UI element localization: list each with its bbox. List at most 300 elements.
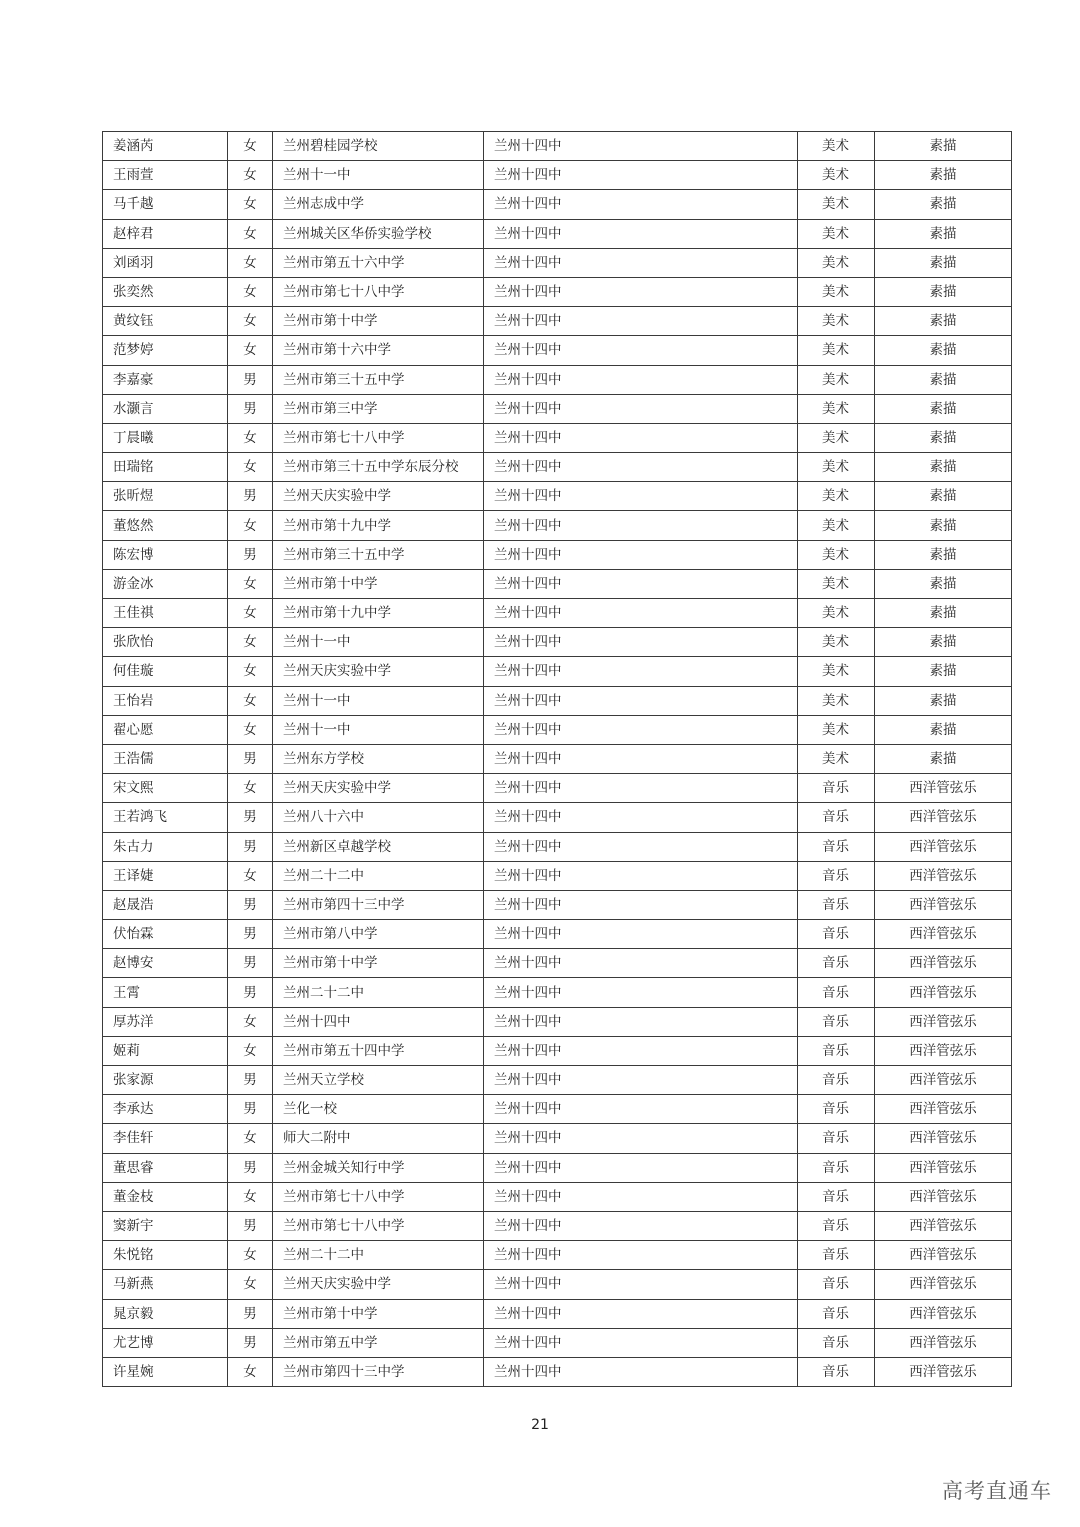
- cell-admitted-school: 兰州十四中: [484, 774, 798, 803]
- cell-name: 赵晟浩: [103, 890, 228, 919]
- cell-admitted-school: 兰州十四中: [484, 307, 798, 336]
- cell-name: 翟心愿: [103, 715, 228, 744]
- cell-name: 晁京毅: [103, 1299, 228, 1328]
- cell-admitted-school: 兰州十四中: [484, 1357, 798, 1386]
- cell-school: 兰州市第十中学: [273, 307, 484, 336]
- cell-gender: 男: [228, 540, 273, 569]
- cell-school: 兰州市第十中学: [273, 569, 484, 598]
- cell-admitted-school: 兰州十四中: [484, 1124, 798, 1153]
- cell-name: 张欣怡: [103, 628, 228, 657]
- cell-major: 西洋管弦乐: [875, 803, 1012, 832]
- cell-subject: 音乐: [798, 890, 875, 919]
- cell-school: 兰州市第三十五中学: [273, 540, 484, 569]
- cell-subject: 美术: [798, 715, 875, 744]
- cell-subject: 美术: [798, 453, 875, 482]
- cell-school: 兰州二十二中: [273, 1241, 484, 1270]
- cell-gender: 女: [228, 1124, 273, 1153]
- cell-subject: 美术: [798, 511, 875, 540]
- cell-gender: 男: [228, 920, 273, 949]
- cell-subject: 美术: [798, 657, 875, 686]
- cell-admitted-school: 兰州十四中: [484, 861, 798, 890]
- cell-gender: 女: [228, 1357, 273, 1386]
- cell-major: 西洋管弦乐: [875, 832, 1012, 861]
- cell-major: 西洋管弦乐: [875, 1124, 1012, 1153]
- cell-subject: 音乐: [798, 949, 875, 978]
- cell-school: 兰州市第五中学: [273, 1328, 484, 1357]
- cell-school: 兰州新区卓越学校: [273, 832, 484, 861]
- table-row: [103, 1036, 1012, 1065]
- table-row: [103, 132, 1012, 161]
- table-row: [103, 219, 1012, 248]
- table-row: [103, 628, 1012, 657]
- table-row: [103, 482, 1012, 511]
- cell-gender: 男: [228, 1328, 273, 1357]
- cell-major: 西洋管弦乐: [875, 1270, 1012, 1299]
- cell-subject: 音乐: [798, 1007, 875, 1036]
- cell-subject: 美术: [798, 540, 875, 569]
- cell-name: 董思睿: [103, 1153, 228, 1182]
- cell-subject: 音乐: [798, 1241, 875, 1270]
- cell-gender: 男: [228, 978, 273, 1007]
- cell-name: 王怡岩: [103, 686, 228, 715]
- cell-name: 范梦婷: [103, 336, 228, 365]
- cell-subject: 音乐: [798, 774, 875, 803]
- cell-admitted-school: 兰州十四中: [484, 1095, 798, 1124]
- cell-admitted-school: 兰州十四中: [484, 744, 798, 773]
- table-row: [103, 190, 1012, 219]
- cell-gender: 男: [228, 1095, 273, 1124]
- table-row: [103, 1124, 1012, 1153]
- cell-subject: 音乐: [798, 1182, 875, 1211]
- cell-name: 黄纹钰: [103, 307, 228, 336]
- table-row: [103, 832, 1012, 861]
- cell-major: 西洋管弦乐: [875, 1299, 1012, 1328]
- cell-gender: 女: [228, 1007, 273, 1036]
- table-row: [103, 1299, 1012, 1328]
- cell-subject: 美术: [798, 277, 875, 306]
- table-row: [103, 978, 1012, 1007]
- cell-admitted-school: 兰州十四中: [484, 365, 798, 394]
- cell-gender: 男: [228, 803, 273, 832]
- cell-subject: 音乐: [798, 1270, 875, 1299]
- cell-name: 张家源: [103, 1066, 228, 1095]
- cell-admitted-school: 兰州十四中: [484, 394, 798, 423]
- cell-admitted-school: 兰州十四中: [484, 920, 798, 949]
- cell-school: 兰化一校: [273, 1095, 484, 1124]
- cell-major: 西洋管弦乐: [875, 949, 1012, 978]
- watermark: 高考直通车: [942, 1479, 1052, 1503]
- cell-school: 兰州市第四十三中学: [273, 1357, 484, 1386]
- table-row: [103, 511, 1012, 540]
- cell-major: 素描: [875, 599, 1012, 628]
- cell-school: 兰州志成中学: [273, 190, 484, 219]
- cell-subject: 音乐: [798, 1211, 875, 1240]
- cell-school: 兰州市第三十五中学东辰分校: [273, 453, 484, 482]
- cell-major: 素描: [875, 190, 1012, 219]
- table-row: [103, 1270, 1012, 1299]
- table-row: [103, 277, 1012, 306]
- cell-major: 素描: [875, 540, 1012, 569]
- cell-gender: 女: [228, 628, 273, 657]
- table-row: [103, 1007, 1012, 1036]
- cell-major: 西洋管弦乐: [875, 1241, 1012, 1270]
- cell-name: 田瑞铭: [103, 453, 228, 482]
- cell-name: 姬莉: [103, 1036, 228, 1065]
- cell-gender: 女: [228, 423, 273, 452]
- cell-school: 兰州金城关知行中学: [273, 1153, 484, 1182]
- cell-name: 水灏言: [103, 394, 228, 423]
- cell-school: 兰州天庆实验中学: [273, 657, 484, 686]
- cell-major: 素描: [875, 657, 1012, 686]
- cell-major: 素描: [875, 307, 1012, 336]
- cell-name: 何佳璇: [103, 657, 228, 686]
- cell-name: 王译婕: [103, 861, 228, 890]
- table-row: [103, 1066, 1012, 1095]
- cell-name: 朱悦铭: [103, 1241, 228, 1270]
- cell-subject: 音乐: [798, 861, 875, 890]
- cell-major: 西洋管弦乐: [875, 1328, 1012, 1357]
- cell-admitted-school: 兰州十四中: [484, 1241, 798, 1270]
- cell-subject: 音乐: [798, 803, 875, 832]
- cell-name: 伏怡霖: [103, 920, 228, 949]
- cell-major: 西洋管弦乐: [875, 1211, 1012, 1240]
- cell-school: 兰州城关区华侨实验学校: [273, 219, 484, 248]
- cell-school: 兰州碧桂园学校: [273, 132, 484, 161]
- cell-admitted-school: 兰州十四中: [484, 978, 798, 1007]
- cell-school: 兰州市第七十八中学: [273, 277, 484, 306]
- cell-subject: 音乐: [798, 1124, 875, 1153]
- cell-gender: 男: [228, 1211, 273, 1240]
- cell-admitted-school: 兰州十四中: [484, 453, 798, 482]
- cell-school: 兰州十一中: [273, 686, 484, 715]
- cell-gender: 女: [228, 715, 273, 744]
- page-number: 21: [531, 1417, 549, 1433]
- table-row: [103, 599, 1012, 628]
- cell-major: 素描: [875, 511, 1012, 540]
- cell-admitted-school: 兰州十四中: [484, 511, 798, 540]
- cell-gender: 女: [228, 686, 273, 715]
- cell-subject: 美术: [798, 190, 875, 219]
- cell-name: 朱古力: [103, 832, 228, 861]
- cell-major: 西洋管弦乐: [875, 1153, 1012, 1182]
- cell-school: 兰州八十六中: [273, 803, 484, 832]
- cell-gender: 女: [228, 599, 273, 628]
- cell-admitted-school: 兰州十四中: [484, 686, 798, 715]
- cell-subject: 音乐: [798, 832, 875, 861]
- cell-gender: 女: [228, 336, 273, 365]
- cell-gender: 女: [228, 861, 273, 890]
- cell-name: 赵梓君: [103, 219, 228, 248]
- cell-gender: 女: [228, 1270, 273, 1299]
- cell-name: 李承达: [103, 1095, 228, 1124]
- table-row: [103, 744, 1012, 773]
- table-row: [103, 1357, 1012, 1386]
- cell-name: 王雨萱: [103, 161, 228, 190]
- cell-subject: 美术: [798, 686, 875, 715]
- cell-major: 西洋管弦乐: [875, 920, 1012, 949]
- table-row: [103, 949, 1012, 978]
- cell-admitted-school: 兰州十四中: [484, 1270, 798, 1299]
- cell-gender: 男: [228, 365, 273, 394]
- cell-major: 素描: [875, 336, 1012, 365]
- cell-gender: 女: [228, 657, 273, 686]
- cell-school: 兰州市第七十八中学: [273, 1182, 484, 1211]
- cell-major: 素描: [875, 161, 1012, 190]
- cell-admitted-school: 兰州十四中: [484, 890, 798, 919]
- table-row: [103, 861, 1012, 890]
- cell-admitted-school: 兰州十四中: [484, 1328, 798, 1357]
- cell-major: 西洋管弦乐: [875, 1182, 1012, 1211]
- table-row: [103, 657, 1012, 686]
- cell-gender: 男: [228, 744, 273, 773]
- cell-admitted-school: 兰州十四中: [484, 1066, 798, 1095]
- cell-school: 兰州二十二中: [273, 978, 484, 1007]
- cell-name: 厚苏洋: [103, 1007, 228, 1036]
- table-row: [103, 307, 1012, 336]
- cell-name: 张昕煜: [103, 482, 228, 511]
- cell-admitted-school: 兰州十四中: [484, 832, 798, 861]
- cell-name: 董金枝: [103, 1182, 228, 1211]
- cell-school: 兰州十一中: [273, 161, 484, 190]
- cell-major: 西洋管弦乐: [875, 1095, 1012, 1124]
- cell-name: 王霄: [103, 978, 228, 1007]
- cell-subject: 音乐: [798, 1299, 875, 1328]
- cell-name: 陈宏博: [103, 540, 228, 569]
- cell-major: 素描: [875, 248, 1012, 277]
- cell-admitted-school: 兰州十四中: [484, 715, 798, 744]
- table-row: [103, 1182, 1012, 1211]
- cell-major: 西洋管弦乐: [875, 861, 1012, 890]
- cell-gender: 女: [228, 1241, 273, 1270]
- cell-admitted-school: 兰州十四中: [484, 482, 798, 511]
- cell-gender: 女: [228, 219, 273, 248]
- cell-name: 游金冰: [103, 569, 228, 598]
- table-row: [103, 394, 1012, 423]
- cell-school: 兰州十一中: [273, 715, 484, 744]
- cell-subject: 美术: [798, 482, 875, 511]
- cell-subject: 音乐: [798, 1153, 875, 1182]
- cell-major: 西洋管弦乐: [875, 774, 1012, 803]
- cell-major: 素描: [875, 277, 1012, 306]
- cell-gender: 女: [228, 190, 273, 219]
- cell-school: 兰州天庆实验中学: [273, 1270, 484, 1299]
- admission-table-body: [103, 132, 1012, 1387]
- cell-school: 兰州市第八中学: [273, 920, 484, 949]
- table-row: [103, 774, 1012, 803]
- cell-admitted-school: 兰州十四中: [484, 277, 798, 306]
- cell-subject: 音乐: [798, 920, 875, 949]
- cell-major: 素描: [875, 365, 1012, 394]
- cell-admitted-school: 兰州十四中: [484, 1153, 798, 1182]
- cell-school: 兰州市第十中学: [273, 1299, 484, 1328]
- cell-school: 兰州市第四十三中学: [273, 890, 484, 919]
- cell-gender: 女: [228, 277, 273, 306]
- cell-name: 尤艺博: [103, 1328, 228, 1357]
- cell-admitted-school: 兰州十四中: [484, 248, 798, 277]
- cell-name: 姜涵芮: [103, 132, 228, 161]
- cell-school: 兰州天庆实验中学: [273, 774, 484, 803]
- cell-admitted-school: 兰州十四中: [484, 657, 798, 686]
- cell-major: 素描: [875, 569, 1012, 598]
- cell-gender: 女: [228, 453, 273, 482]
- cell-major: 素描: [875, 744, 1012, 773]
- cell-major: 素描: [875, 686, 1012, 715]
- cell-gender: 女: [228, 132, 273, 161]
- cell-subject: 美术: [798, 161, 875, 190]
- cell-school: 兰州天庆实验中学: [273, 482, 484, 511]
- cell-admitted-school: 兰州十四中: [484, 219, 798, 248]
- cell-subject: 美术: [798, 628, 875, 657]
- cell-major: 素描: [875, 132, 1012, 161]
- cell-gender: 女: [228, 774, 273, 803]
- cell-name: 刘函羽: [103, 248, 228, 277]
- cell-school: 兰州市第十九中学: [273, 511, 484, 540]
- cell-admitted-school: 兰州十四中: [484, 949, 798, 978]
- cell-gender: 男: [228, 949, 273, 978]
- cell-subject: 美术: [798, 132, 875, 161]
- cell-name: 王若鸿飞: [103, 803, 228, 832]
- cell-gender: 女: [228, 161, 273, 190]
- cell-name: 宋文熙: [103, 774, 228, 803]
- cell-school: 兰州市第三十五中学: [273, 365, 484, 394]
- cell-gender: 男: [228, 1066, 273, 1095]
- cell-gender: 女: [228, 1182, 273, 1211]
- cell-name: 窦新宇: [103, 1211, 228, 1240]
- cell-major: 素描: [875, 628, 1012, 657]
- cell-gender: 女: [228, 307, 273, 336]
- cell-name: 马千越: [103, 190, 228, 219]
- cell-admitted-school: 兰州十四中: [484, 1299, 798, 1328]
- cell-school: 兰州市第十六中学: [273, 336, 484, 365]
- cell-admitted-school: 兰州十四中: [484, 1007, 798, 1036]
- cell-major: 素描: [875, 219, 1012, 248]
- cell-admitted-school: 兰州十四中: [484, 1211, 798, 1240]
- cell-name: 李佳轩: [103, 1124, 228, 1153]
- admission-table: [102, 131, 1012, 1387]
- cell-admitted-school: 兰州十四中: [484, 599, 798, 628]
- cell-school: 兰州东方学校: [273, 744, 484, 773]
- cell-name: 李嘉豪: [103, 365, 228, 394]
- cell-school: 兰州市第七十八中学: [273, 1211, 484, 1240]
- cell-major: 西洋管弦乐: [875, 1066, 1012, 1095]
- cell-subject: 美术: [798, 599, 875, 628]
- cell-subject: 美术: [798, 336, 875, 365]
- cell-admitted-school: 兰州十四中: [484, 628, 798, 657]
- cell-major: 西洋管弦乐: [875, 978, 1012, 1007]
- cell-school: 兰州十一中: [273, 628, 484, 657]
- cell-admitted-school: 兰州十四中: [484, 540, 798, 569]
- table-row: [103, 336, 1012, 365]
- cell-subject: 美术: [798, 394, 875, 423]
- cell-name: 马新燕: [103, 1270, 228, 1299]
- cell-subject: 音乐: [798, 978, 875, 1007]
- cell-admitted-school: 兰州十四中: [484, 1036, 798, 1065]
- table-row: [103, 453, 1012, 482]
- table-row: [103, 161, 1012, 190]
- cell-gender: 男: [228, 1153, 273, 1182]
- cell-admitted-school: 兰州十四中: [484, 1182, 798, 1211]
- cell-subject: 美术: [798, 744, 875, 773]
- cell-name: 赵博安: [103, 949, 228, 978]
- cell-major: 素描: [875, 453, 1012, 482]
- table-row: [103, 365, 1012, 394]
- cell-major: 西洋管弦乐: [875, 1007, 1012, 1036]
- cell-major: 西洋管弦乐: [875, 1357, 1012, 1386]
- cell-major: 素描: [875, 715, 1012, 744]
- cell-name: 许星婉: [103, 1357, 228, 1386]
- cell-subject: 美术: [798, 307, 875, 336]
- table-row: [103, 1241, 1012, 1270]
- cell-subject: 美术: [798, 423, 875, 452]
- cell-subject: 美术: [798, 219, 875, 248]
- cell-subject: 美术: [798, 569, 875, 598]
- cell-gender: 男: [228, 890, 273, 919]
- cell-school: 师大二附中: [273, 1124, 484, 1153]
- cell-admitted-school: 兰州十四中: [484, 336, 798, 365]
- cell-name: 张奕然: [103, 277, 228, 306]
- cell-school: 兰州市第五十六中学: [273, 248, 484, 277]
- table-row: [103, 248, 1012, 277]
- cell-admitted-school: 兰州十四中: [484, 190, 798, 219]
- table-row: [103, 1095, 1012, 1124]
- cell-school: 兰州市第七十八中学: [273, 423, 484, 452]
- cell-school: 兰州十四中: [273, 1007, 484, 1036]
- cell-admitted-school: 兰州十四中: [484, 423, 798, 452]
- table-row: [103, 569, 1012, 598]
- table-row: [103, 1211, 1012, 1240]
- cell-gender: 女: [228, 1036, 273, 1065]
- cell-subject: 音乐: [798, 1357, 875, 1386]
- cell-major: 素描: [875, 423, 1012, 452]
- cell-subject: 音乐: [798, 1095, 875, 1124]
- cell-gender: 男: [228, 394, 273, 423]
- cell-school: 兰州天立学校: [273, 1066, 484, 1095]
- table-row: [103, 686, 1012, 715]
- cell-major: 西洋管弦乐: [875, 890, 1012, 919]
- cell-subject: 音乐: [798, 1036, 875, 1065]
- table-row: [103, 890, 1012, 919]
- cell-gender: 女: [228, 511, 273, 540]
- table-row: [103, 920, 1012, 949]
- cell-gender: 男: [228, 482, 273, 511]
- cell-subject: 音乐: [798, 1066, 875, 1095]
- cell-subject: 音乐: [798, 1328, 875, 1357]
- cell-major: 素描: [875, 394, 1012, 423]
- cell-gender: 女: [228, 248, 273, 277]
- cell-school: 兰州市第十九中学: [273, 599, 484, 628]
- cell-admitted-school: 兰州十四中: [484, 803, 798, 832]
- table-row: [103, 803, 1012, 832]
- cell-name: 董悠然: [103, 511, 228, 540]
- cell-subject: 美术: [798, 365, 875, 394]
- cell-gender: 女: [228, 569, 273, 598]
- cell-major: 素描: [875, 482, 1012, 511]
- cell-admitted-school: 兰州十四中: [484, 569, 798, 598]
- cell-subject: 美术: [798, 248, 875, 277]
- cell-gender: 男: [228, 832, 273, 861]
- table-row: [103, 1153, 1012, 1182]
- cell-admitted-school: 兰州十四中: [484, 161, 798, 190]
- table-row: [103, 540, 1012, 569]
- cell-school: 兰州二十二中: [273, 861, 484, 890]
- cell-gender: 男: [228, 1299, 273, 1328]
- cell-name: 丁晨曦: [103, 423, 228, 452]
- table-row: [103, 423, 1012, 452]
- table-row: [103, 1328, 1012, 1357]
- cell-school: 兰州市第五十四中学: [273, 1036, 484, 1065]
- table-row: [103, 715, 1012, 744]
- cell-school: 兰州市第三中学: [273, 394, 484, 423]
